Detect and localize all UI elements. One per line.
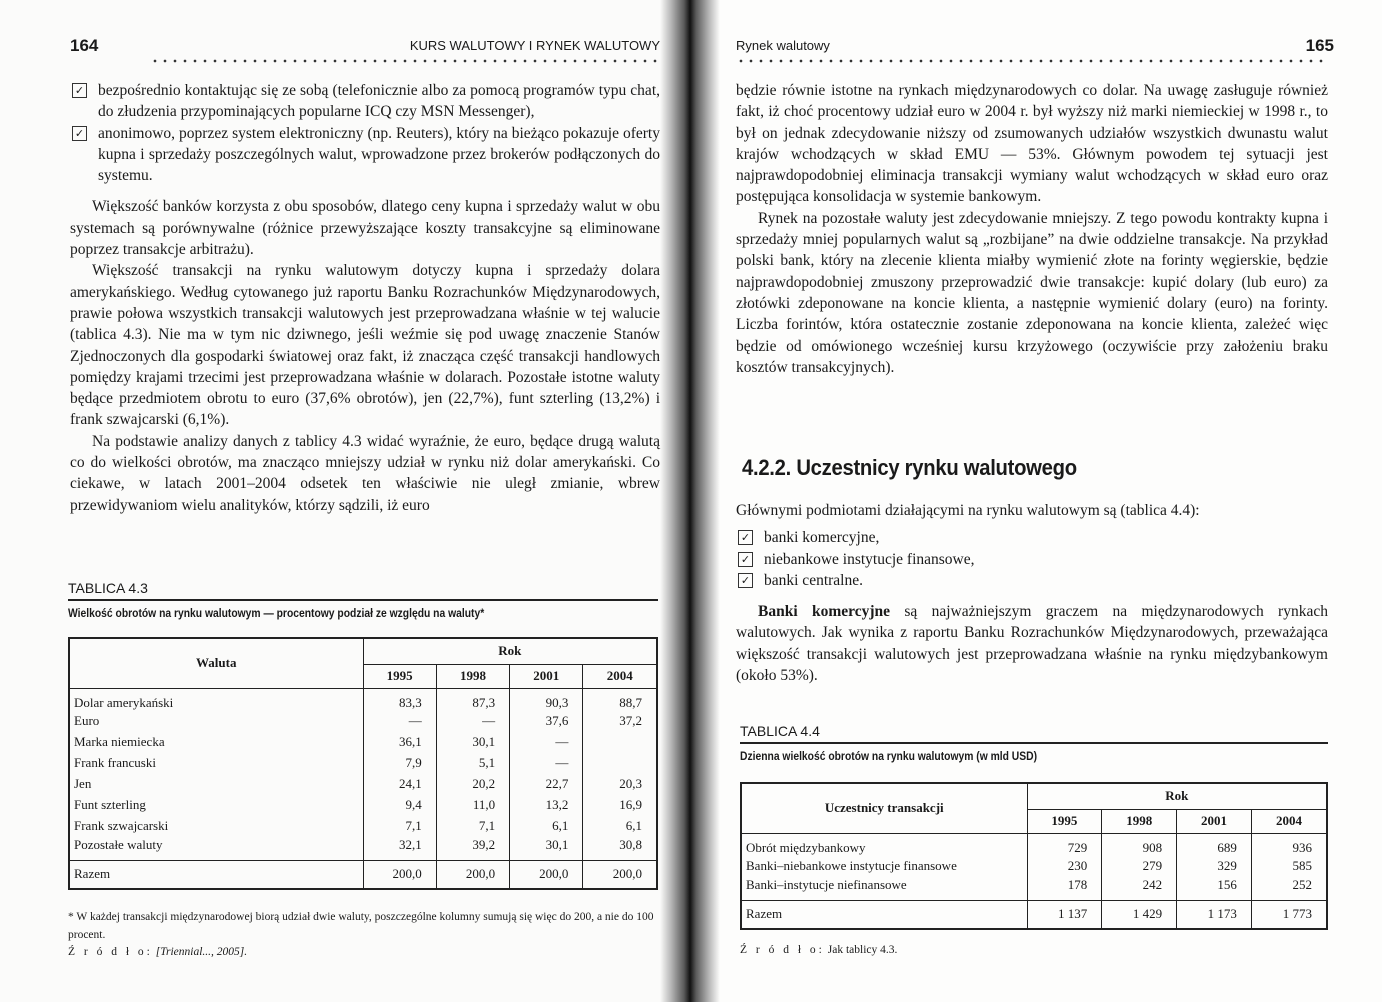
cell: 90,3 [510, 688, 583, 711]
bullet-item [70, 80, 660, 123]
row-label: Razem [74, 866, 111, 882]
year-header: 1998 [436, 664, 509, 688]
row-label: Jen [74, 776, 92, 791]
cell: 7,1 [363, 816, 436, 837]
row-label: Banki–instytucje niefinansowe [746, 877, 907, 893]
cell: 252 [1251, 877, 1327, 901]
paragraph: będzie równie istotne na rynkach międzynarodowych co dolar. Na uwagę zasługuje również fakt, iż choć procentowy udział euro w 2004 r. był wyższy niż marki niemieckiej w 1998 r., to był on jednak zdecydowanie niższy od zsumowanych udziałów wszystkich dwunastu walut krajów wchodzących w skład EMU — 53%. Głównym powodem tej sytuacji jest najprawdopodobniej eliminacja transakcji wymiany walut wchodzących w skład euro oraz postępująca konsolidacja w systemie bankowym. [736, 82, 1328, 206]
year-header: 2004 [1251, 809, 1327, 833]
checkbox-icon: ✓ [738, 573, 753, 588]
cell: — [510, 753, 583, 774]
table-row [69, 795, 657, 816]
cell: — [436, 711, 509, 732]
table-label: TABLICA 4.3 [68, 580, 148, 596]
cell: 22,7 [510, 774, 583, 795]
cell: 200,0 [436, 861, 509, 889]
checkbox-icon: ✓ [738, 552, 753, 567]
row-label: Dolar amerykański [74, 694, 174, 710]
cell: 936 [1251, 833, 1327, 856]
year-header: 1995 [1027, 809, 1102, 833]
bullet-text: banki komercyjne, [764, 529, 880, 547]
table-row [69, 688, 657, 711]
cell: 7,9 [363, 753, 436, 774]
cell: 37,2 [583, 711, 657, 732]
left-page [0, 0, 672, 1002]
cell: 585 [1251, 856, 1327, 877]
cell: — [363, 711, 436, 732]
paragraph [736, 601, 1328, 686]
row-label: Pozostałe waluty [74, 837, 163, 853]
cell: 689 [1177, 833, 1252, 856]
group-header: Rok [1027, 783, 1327, 809]
cell: 908 [1102, 833, 1177, 856]
cell: 11,0 [436, 795, 509, 816]
cell: 87,3 [436, 688, 509, 711]
source-prefix: Ź r ó d ł o: [68, 946, 153, 958]
left-body-text [70, 80, 660, 516]
cell: 200,0 [510, 861, 583, 889]
checkbox-icon: ✓ [72, 126, 87, 141]
running-head-right: Rynek walutowy [736, 38, 830, 53]
bullet-text: niebankowe instytucje finansowe, [764, 550, 975, 568]
page-number-left: 164 [70, 36, 99, 55]
cell: 729 [1027, 833, 1102, 856]
cell: 230 [1027, 856, 1102, 877]
cell: — [510, 732, 583, 753]
table-rule [68, 599, 658, 601]
table-row [69, 837, 657, 861]
right-body-text-2 [736, 500, 1328, 686]
table-caption: Wielkość obrotów na rynku walutowym — procentowy podział ze względu na waluty* [68, 606, 485, 620]
table-row [69, 711, 657, 732]
cell: 178 [1027, 877, 1102, 901]
year-header: 1998 [1102, 809, 1177, 833]
year-header: 2004 [583, 664, 657, 688]
cell: 20,2 [436, 774, 509, 795]
row-label: Banki–niebankowe instytucje finansowe [746, 858, 957, 873]
cell: 13,2 [510, 795, 583, 816]
group-header: Rok [363, 638, 657, 664]
right-page [706, 0, 1382, 1002]
right-body-text [736, 80, 1328, 378]
column-header: Uczestnicy transakcji [741, 783, 1027, 833]
dotted-rule-right [736, 58, 1326, 64]
cell: 39,2 [436, 837, 509, 861]
paragraph: Większość banków korzysta z obu sposobów, dlatego ceny kupna i sprzedaży walut w obu systemach są porównywalne (różnice przewyższające koszty transakcyjne są eliminowane poprzez transakcje arbitrażu). [70, 198, 660, 259]
table-row [69, 816, 657, 837]
table-row [741, 877, 1327, 901]
row-label: Funt szterling [74, 797, 146, 812]
bold-term: Banki komercyjne [758, 603, 891, 621]
table-row [741, 833, 1327, 856]
table-footnote: * W każdej transakcji międzynarodowej biorą udział dwie waluty, poszczególne kolumny sumują się więc do 200, a nie do 100 procent. [68, 911, 654, 941]
year-header: 2001 [510, 664, 583, 688]
cell: 200,0 [583, 861, 657, 889]
paragraph: Na podstawie analizy danych z tablicy 4.3 widać wyraźnie, że euro, będące drugą walutą co do wielkości obrotów, ma znacząco mniejszy udział w rynku niż dolar amerykański. Co ciekawe, w latach 2001–2004 odsetek ten właściwie nie uległ zmianie, wbrew przewidywaniom wielu analityków, którzy sądzili, iż euro [70, 432, 660, 514]
section-heading: 4.2.2. Uczestnicy rynku walutowego [742, 455, 1077, 480]
data-table [740, 782, 1328, 930]
table-row [69, 732, 657, 753]
cell: 20,3 [583, 774, 657, 795]
cell: 242 [1102, 877, 1177, 901]
cell: 1 773 [1251, 901, 1327, 929]
cell: 9,4 [363, 795, 436, 816]
cell: 1 429 [1102, 901, 1177, 929]
bullet-item [736, 549, 1328, 570]
table-source [740, 944, 897, 956]
table-rule [740, 742, 1328, 744]
bullet-text: banki centralne. [764, 571, 863, 589]
intro-text: Głównymi podmiotami działającymi na rynku walutowym są (tablica 4.4): [736, 502, 1200, 519]
bullet-item [736, 527, 1328, 548]
cell: 7,1 [436, 816, 509, 837]
year-header: 1995 [363, 664, 436, 688]
cell: 36,1 [363, 732, 436, 753]
table-source [68, 946, 247, 958]
cell: 6,1 [583, 816, 657, 837]
data-table [68, 637, 658, 890]
source-text: [Triennial..., 2005]. [155, 946, 248, 958]
table-label: TABLICA 4.4 [740, 723, 820, 739]
cell: 1 173 [1177, 901, 1252, 929]
row-label: Frank francuski [74, 755, 156, 770]
row-label: Razem [746, 906, 783, 922]
bullet-item [70, 123, 660, 187]
source-text: Jak tablicy 4.3. [827, 944, 898, 956]
bullet-text: anonimowo, poprzez system elektroniczny (np. Reuters), który na bieżąco pokazuje oferty kupna i sprzedaży poszczególnych walut, wprowadzone przez brokerów podłączonych do systemu. [98, 124, 660, 185]
table-row [69, 753, 657, 774]
book-spine-shadow [660, 0, 720, 1002]
paragraph-rest: są najważniejszym graczem na międzynarodowych rynkach walutowych. Jak wynika z raportu Banku Rozrachunków Międzynarodowych, przeważająca większość transakcji walutowych jest przeprowadzana właśnie na rynku międzybankowym (około 53%). [736, 603, 1328, 685]
source-prefix: Ź r ó d ł o: [740, 944, 825, 956]
cell: 24,1 [363, 774, 436, 795]
cell: 83,3 [363, 688, 436, 711]
cell: 6,1 [510, 816, 583, 837]
cell: 30,1 [436, 732, 509, 753]
cell: 200,0 [363, 861, 436, 889]
column-header: Waluta [69, 638, 363, 688]
bullet-text: bezpośrednio kontaktując się ze sobą (telefonicznie albo za pomocą programów typu chat, do złudzenia przypominających popularne ICQ czy MSN Messenger), [98, 82, 660, 121]
cell: 329 [1177, 856, 1252, 877]
cell: 30,8 [583, 837, 657, 861]
cell: 156 [1177, 877, 1252, 901]
table-row [741, 856, 1327, 877]
checkbox-icon: ✓ [738, 530, 753, 545]
cell: 32,1 [363, 837, 436, 861]
row-label: Frank szwajcarski [74, 818, 169, 833]
year-header: 2001 [1177, 809, 1252, 833]
cell: 37,6 [510, 711, 583, 732]
table-total-row [69, 861, 657, 889]
cell: 30,1 [510, 837, 583, 861]
cell [583, 732, 657, 753]
cell: 5,1 [436, 753, 509, 774]
row-label: Euro [74, 713, 100, 728]
row-label: Marka niemiecka [74, 734, 165, 749]
cell: 279 [1102, 856, 1177, 877]
cell: 16,9 [583, 795, 657, 816]
paragraph: Większość transakcji na rynku walutowym dotyczy kupna i sprzedaży dolara amerykańskiego. Według cytowanego już raportu Banku Rozrachunków Międzynarodowych, prawie połowa wszystkich transakcji walutowych jest przeprowadzana właśnie w tej walucie (tablica 4.3). Nie ma w tym nic dziwnego, jeśli weźmie się pod uwagę znaczenie Stanów Zjednoczonych dla gospodarki światowej oraz fakt, iż znacząca część transakcji handlowych pomiędzy krajami trzecimi jest przeprowadzana właśnie w dolarach. Pozostałe istotne waluty będące przedmiotem obrotu to euro (37,6% obrotów), jen (22,7%), funt szterling (13,2%) i frank szwajcarski (6,1%). [70, 262, 660, 429]
table-total-row [741, 901, 1327, 929]
page-number-right: 165 [1305, 36, 1334, 55]
cell: 1 137 [1027, 901, 1102, 929]
table-caption: Dzienna wielkość obrotów na rynku walutowym (w mld USD) [740, 749, 1038, 763]
dotted-rule-left [150, 58, 660, 64]
checkbox-icon: ✓ [72, 83, 87, 98]
cell [583, 753, 657, 774]
bullet-item [736, 570, 1328, 591]
table-row [69, 774, 657, 795]
paragraph: Rynek na pozostałe waluty jest zdecydowanie mniejszy. Z tego powodu kontrakty kupna i sprzedaży mniej popularnych walut są „rozbijane” na dwie oddzielne transakcje. Na przykład polski bank, który na zlecenie klienta miałby wymienić złote na forinty węgierskie, będzie najprawdopodobniej zmuszony przeprowadzić dwie transakcje: kupić dolary (lub euro) za złotówki zdeponowane na koncie klienta, a następnie wymienić dolary (euro) na forinty. Liczba forintów, która ostatecznie zostanie zdeponowana na koncie klienta, zależeć więc będzie od omówionego wcześniej kursu krzyżowego (oczywiście przy założeniu braku kosztów transakcyjnych). [736, 209, 1328, 376]
running-head-left: KURS WALUTOWY I RYNEK WALUTOWY [409, 38, 660, 53]
cell: 88,7 [583, 688, 657, 711]
row-label: Obrót międzybankowy [746, 839, 866, 855]
